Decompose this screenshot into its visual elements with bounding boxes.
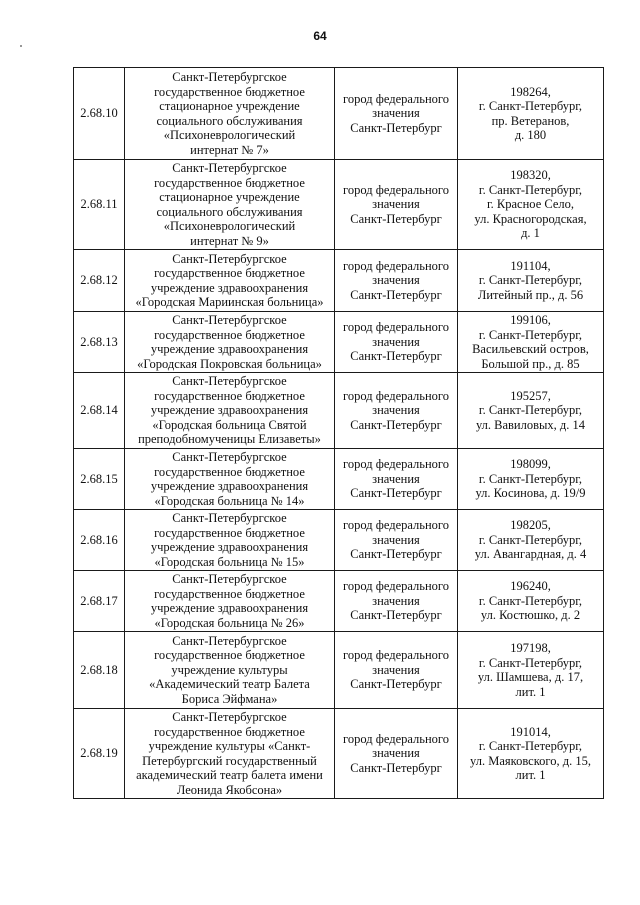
organization-name-line: Санкт-Петербургское [172,313,287,327]
table-row [74,571,604,632]
region-cell [335,510,458,571]
organization-name-line: учреждение здравоохранения [150,280,309,295]
address-line: 191104, [510,258,551,273]
page-number: 64 [313,29,327,43]
address-line: 196240, [510,579,551,594]
region-line: значения [372,593,420,608]
organization-name-line: учреждение культуры [171,662,288,677]
address-line: 198320, [510,168,551,183]
address-line: д. 180 [514,128,547,142]
address-line: г. Санкт-Петербург, [478,182,583,197]
organization-name-cell [125,709,335,799]
region-line: Санкт-Петербург [350,486,442,501]
organization-name-line: «Психоневрологический [163,219,296,233]
region-line: город федерального [343,518,449,533]
table-row [74,632,604,709]
organization-name-line: государственное бюджетное [154,525,305,540]
organization-name-line: учреждение здравоохранения [150,479,309,493]
organization-name-cell [125,571,335,632]
row-number-cell: 2.68.16 [74,510,125,571]
address-line: 198205, [510,518,551,533]
organization-name-line: преподобномученицы Елизаветы» [138,432,321,447]
table-row [74,160,604,250]
organization-name-cell [125,160,335,250]
organization-name-line: «Городская больница № 15» [154,554,305,569]
organization-name-cell [125,373,335,449]
organization-name-line: Санкт-Петербургское [172,710,287,724]
row-number-cell: 2.68.19 [74,709,125,799]
address-line: 197198, [510,641,551,655]
organization-name-cell [125,632,335,709]
address-line: г. Санкт-Петербург, [478,403,583,418]
organization-name-line: государственное бюджетное [154,724,305,739]
row-number-cell: 2.68.12 [74,250,125,312]
organization-name-line: «Городская больница № 14» [154,493,305,508]
address-line: г. Санкт-Петербург, [478,593,583,608]
region-line: Санкт-Петербург [350,760,442,775]
address-line: 195257, [510,388,551,403]
address-line: Васильевский остров, [472,342,589,356]
table-row [74,312,604,373]
address-line: ул. Костюшко, д. 2 [480,608,581,623]
address-cell [458,312,604,373]
organization-name-line: Санкт-Петербургское [172,161,287,175]
region-line: город федерального [343,579,449,594]
address-cell [458,373,604,449]
registry-table-body [74,68,604,799]
organization-name-line: стационарное учреждение [159,190,300,204]
organization-name-line: Санкт-Петербургское [172,70,287,84]
organization-name-line: государственное бюджетное [154,464,305,479]
address-line: г. Красное Село, [486,197,575,212]
region-line: значения [372,334,420,349]
region-line: город федерального [343,91,449,106]
organization-name-line: интернат № 9» [190,233,269,248]
region-line: Санкт-Петербург [350,608,442,623]
address-line: г. Санкт-Петербург, [478,273,583,288]
address-line: д. 1 [521,226,540,241]
table-row [74,709,604,799]
region-line: Санкт-Петербург [350,120,442,135]
organization-name-line: учреждение здравоохранения [150,540,309,554]
organization-name-line: «Городская больница Святой [152,417,307,432]
address-line: лит. 1 [515,768,546,782]
region-line: значения [372,532,420,547]
organization-name-line: государственное бюджетное [154,327,305,342]
address-line: ул. Вавиловых, д. 14 [475,417,586,432]
region-line: город федерального [343,320,449,335]
address-line: ул. Авангардная, д. 4 [474,547,587,562]
region-cell [335,632,458,709]
region-cell [335,709,458,799]
address-line: лит. 1 [515,684,546,699]
row-number-cell: 2.68.11 [74,160,125,250]
organization-name-line: Санкт-Петербургское [172,251,287,266]
region-line: значения [372,106,420,121]
region-line: Санкт-Петербург [350,417,442,432]
organization-name-line: учреждение здравоохранения [150,403,309,418]
organization-name-line: стационарное учреждение [159,99,300,113]
region-line: значения [372,662,420,677]
table-row [74,68,604,160]
row-number-cell: 2.68.18 [74,632,125,709]
organization-name-line: Санкт-Петербургское [172,374,287,389]
address-line: г. Санкт-Петербург, [478,739,583,753]
address-cell [458,160,604,250]
organization-name-line: интернат № 7» [190,142,269,157]
region-line: значения [372,197,420,212]
organization-name-line: государственное бюджетное [154,84,305,99]
organization-name-line: Бориса Эйфмана» [181,691,278,706]
region-cell [335,312,458,373]
address-cell [458,449,604,510]
region-line: значения [372,746,420,761]
address-line: ул. Шамшева, д. 17, [477,670,584,684]
region-line: значения [372,471,420,486]
address-line: ул. Красногородская, [474,211,587,226]
address-line: г. Санкт-Петербург, [478,327,583,342]
address-line: пр. Ветеранов, [491,113,570,128]
organization-name-line: «Психоневрологический [163,128,296,142]
organization-name-cell [125,312,335,373]
region-line: город федерального [343,731,449,746]
organization-name-line: социального обслуживания [156,204,303,219]
address-cell [458,571,604,632]
organization-name-line: учреждение здравоохранения [150,601,309,615]
organization-name-cell [125,510,335,571]
organization-name-line: «Городская Покровская больница» [137,356,322,371]
address-line: ул. Косинова, д. 19/9 [475,486,586,501]
organization-name-line: Леонида Якобсона» [176,782,283,797]
organization-name-cell [125,449,335,510]
region-line: город федерального [343,182,449,197]
table-row [74,373,604,449]
region-line: город федерального [343,648,449,663]
organization-name-line: Санкт-Петербургское [172,572,287,586]
organization-name-line: государственное бюджетное [154,388,305,403]
row-number-cell: 2.68.10 [74,68,125,160]
region-line: город федерального [343,457,449,472]
organization-name-line: Петербургский государственный [142,753,317,768]
organization-name-cell [125,68,335,160]
region-line: Санкт-Петербург [350,349,442,364]
table-row [74,250,604,312]
address-cell [458,632,604,709]
address-line: 191014, [510,724,551,739]
region-cell [335,68,458,160]
row-number-cell: 2.68.17 [74,571,125,632]
row-number-cell: 2.68.13 [74,312,125,373]
address-line: 198264, [510,84,551,99]
region-cell [335,571,458,632]
region-line: город федерального [343,388,449,403]
region-cell [335,449,458,510]
row-number-cell: 2.68.14 [74,373,125,449]
organization-name-line: «Городская больница № 26» [154,615,305,630]
address-line: Литейный пр., д. 56 [477,287,584,302]
organization-name-line: социального обслуживания [156,113,303,128]
organization-name-line: «Академический театр Балета [149,677,310,692]
organization-name-line: государственное бюджетное [154,586,305,601]
region-line: Санкт-Петербург [350,677,442,692]
organization-name-line: государственное бюджетное [154,266,305,280]
organization-name-line: Санкт-Петербургское [172,511,287,525]
organization-name-line: «Городская Мариинская больница» [135,295,324,309]
address-line: г. Санкт-Петербург, [478,99,583,113]
region-line: Санкт-Петербург [350,547,442,562]
address-cell [458,68,604,160]
region-line: значения [372,403,420,418]
table-row [74,449,604,510]
organization-name-cell [125,250,335,312]
region-line: город федерального [343,258,449,273]
address-line: 199106, [510,313,551,327]
table-row [74,510,604,571]
organization-name-line: учреждение культуры «Санкт- [148,739,311,753]
organization-name-line: Санкт-Петербургское [172,450,287,464]
address-line: Большой пр., д. 85 [481,356,580,371]
region-cell [335,160,458,250]
scan-artifact [20,45,22,47]
row-number-cell: 2.68.15 [74,449,125,510]
address-line: ул. Маяковского, д. 15, [470,753,591,768]
address-line: г. Санкт-Петербург, [478,532,583,547]
address-cell [458,709,604,799]
region-cell [335,250,458,312]
organization-name-line: Санкт-Петербургское [172,633,287,648]
region-cell [335,373,458,449]
registry-table [73,67,604,799]
region-line: значения [372,273,420,288]
address-line: г. Санкт-Петербург, [478,655,583,670]
organization-name-line: академический театр балета имени [136,768,323,782]
address-cell [458,250,604,312]
address-line: г. Санкт-Петербург, [478,471,583,486]
organization-name-line: учреждение здравоохранения [150,342,309,356]
region-line: Санкт-Петербург [350,287,442,302]
address-cell [458,510,604,571]
address-line: 198099, [510,457,551,472]
organization-name-line: государственное бюджетное [154,648,305,663]
organization-name-line: государственное бюджетное [154,175,305,190]
region-line: Санкт-Петербург [350,211,442,226]
